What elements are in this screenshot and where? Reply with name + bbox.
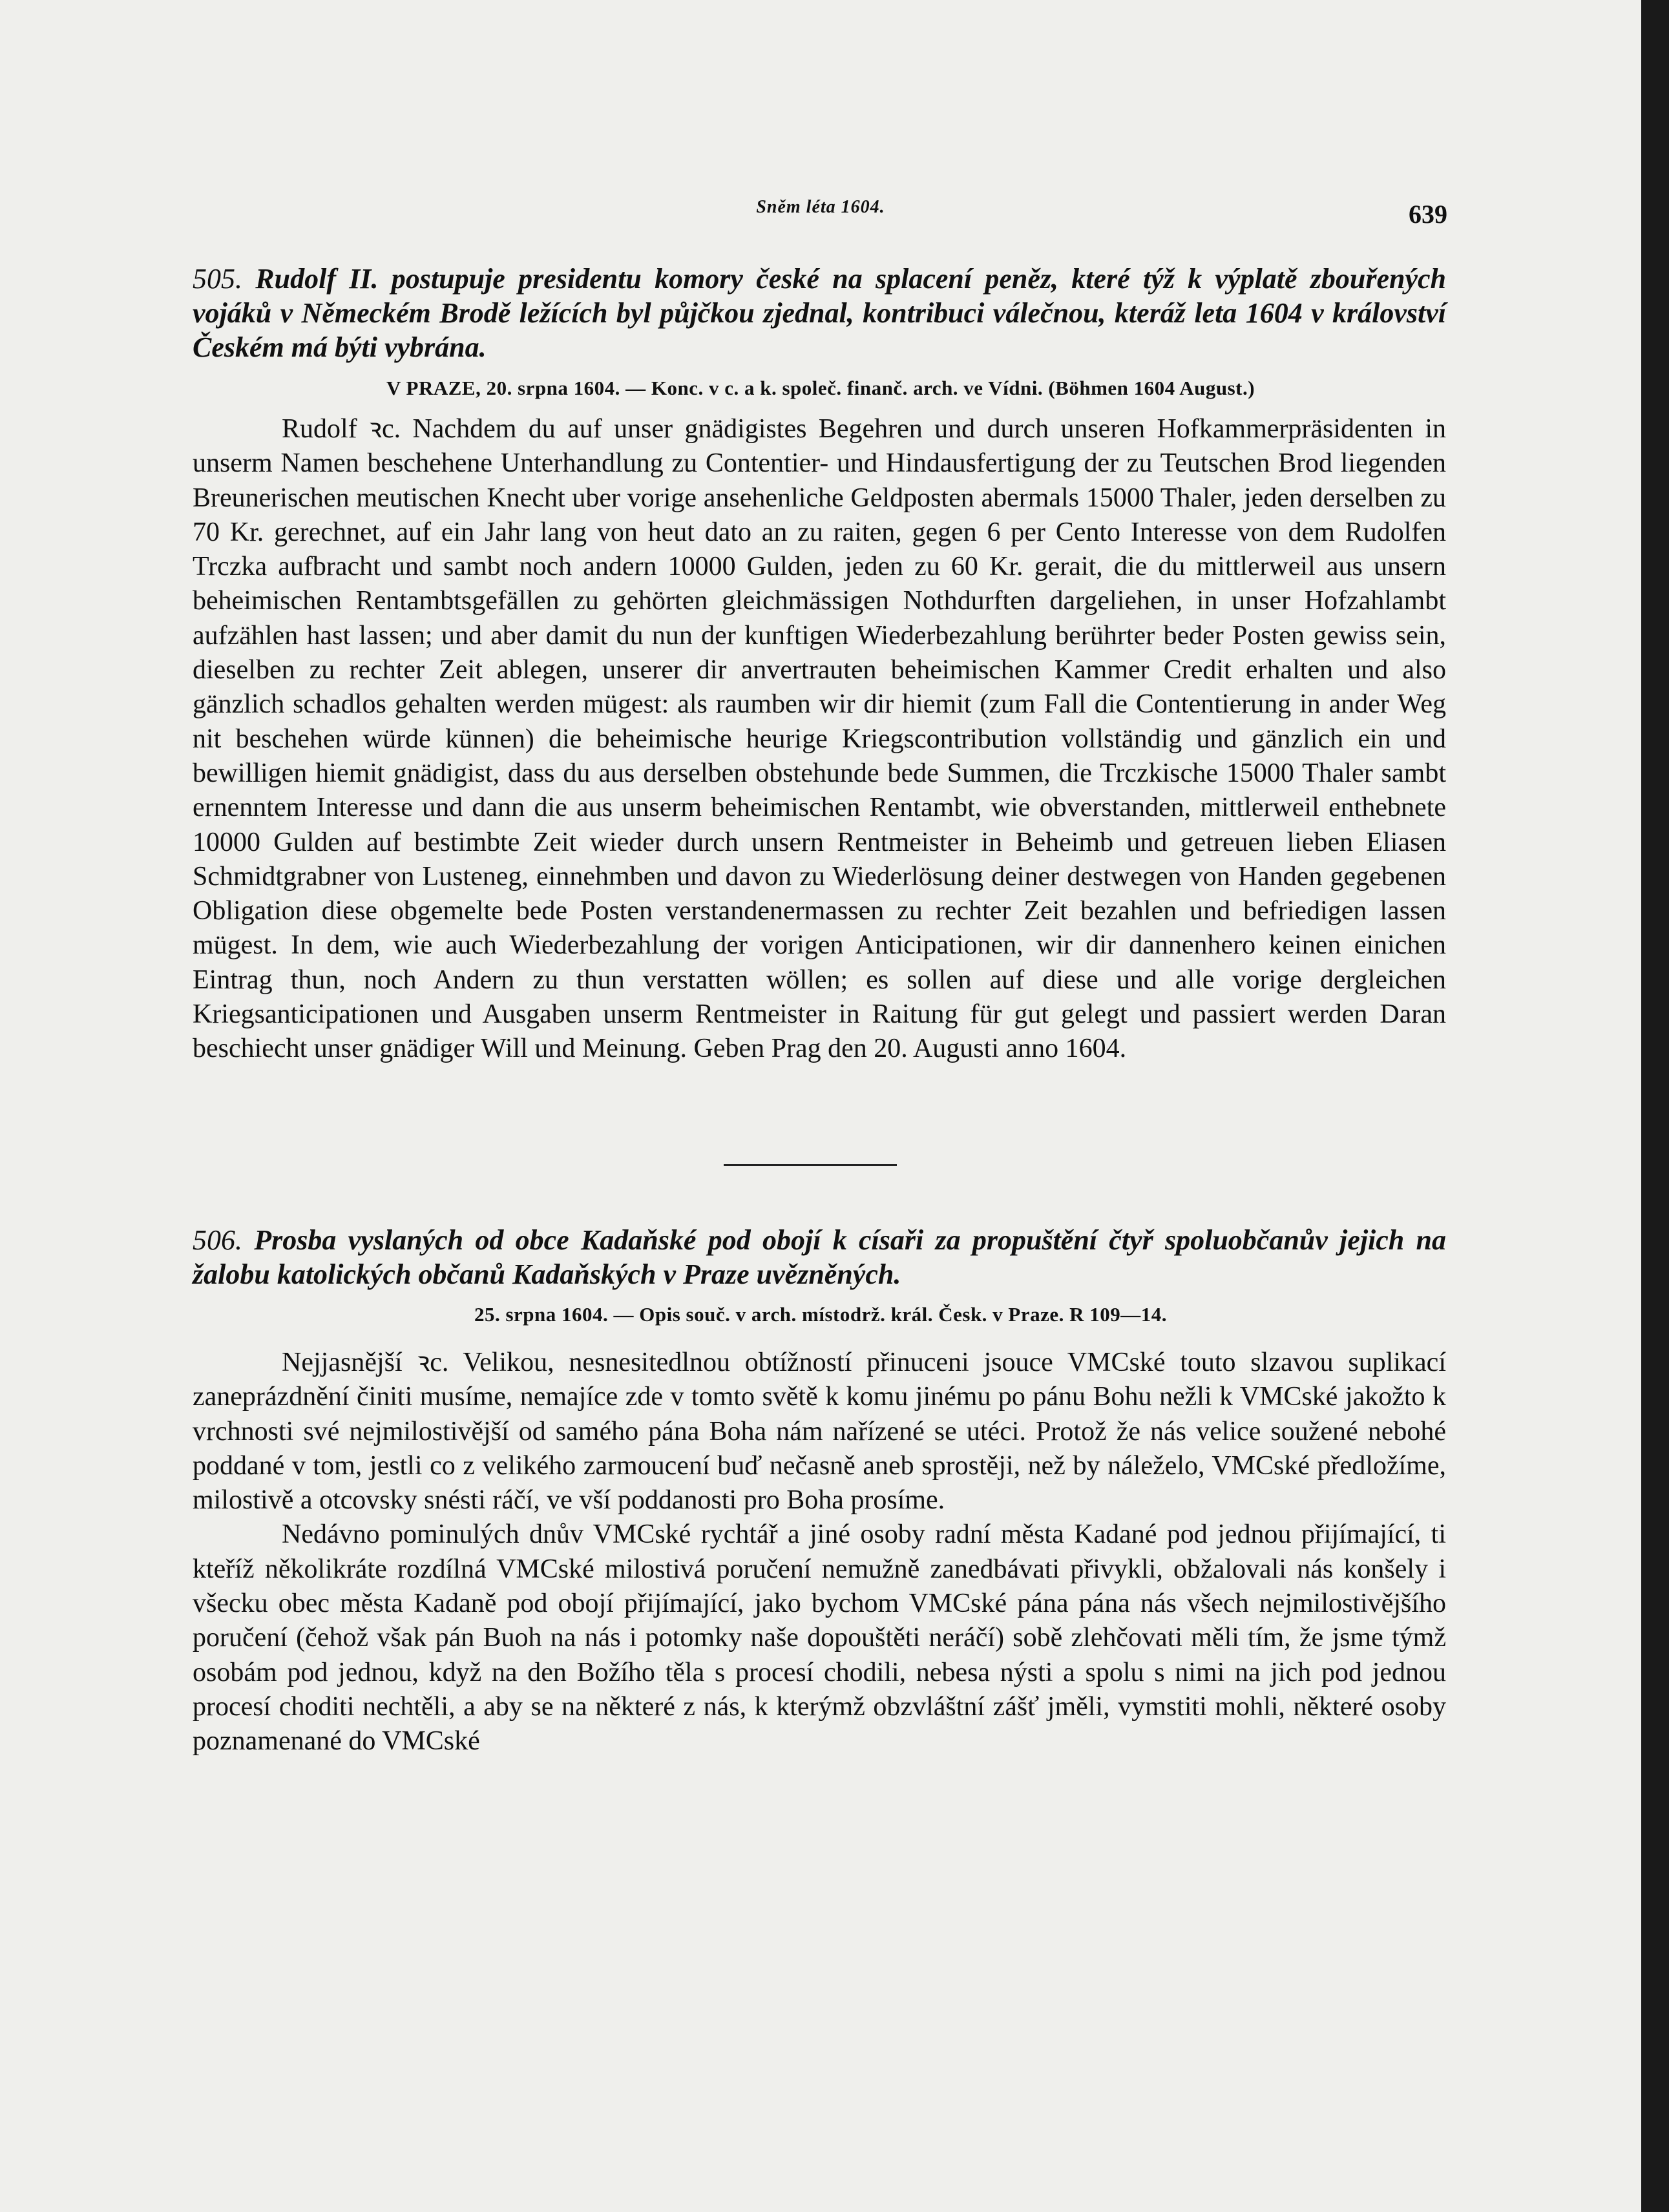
document-506-heading [193, 1223, 1446, 1291]
section-separator [724, 1164, 897, 1166]
document-506-number: 506. [193, 1224, 242, 1256]
document-506-body [193, 1346, 1446, 1759]
document-505-source: V PRAZE, 20. srpna 1604. — Konc. v c. a k. společ. finanč. arch. ve Vídni. (Böhmen 1604 August.) [386, 377, 1255, 399]
running-head: Sněm léta 1604. [756, 197, 885, 217]
document-506-source: 25. srpna 1604. — Opis souč. v arch. místodrž. král. Česk. v Praze. R 109—14. [474, 1303, 1168, 1326]
document-505-heading [193, 262, 1446, 364]
document-505-number: 505. [193, 263, 242, 295]
page-number: 639 [1409, 200, 1447, 229]
paragraph: Nejjasnější ꝛc. Velikou, nesnesitedlnou obtížností přinuceni jsouce VMCské touto slzavou suplikací zaneprázdnění činiti musíme, nemajíce zde v tomto světě k komu jinému po pánu Bohu nežli k VMCské jakožto k vrchnosti své nejmilostivější od samého pána Boha nám nařízené se utéci. Protož že nás velice soužené nebohé poddané v tom, jestli co z velikého zarmoucení buď nečasně aneb sprostěji, než by náleželo, VMCské předložíme, milostivě a otcovsky snésti ráčí, ve vší poddanosti pro Boha prosíme. [193, 1348, 1446, 1516]
document-505-title: Rudolf II. postupuje presidentu komory české na splacení peněz, které týž k výplatě zbouřených vojáků v Německém Brodě ležících byl půjčkou zjednal, kontribuci válečnou, kteráž leta 1604 v království Českém má býti vybrána. [193, 263, 1446, 363]
document-506-title: Prosba vyslaných od obce Kadaňské pod obojí k císaři za propuštění čtyř spoluobčanův jejich na žalobu katolických občanů Kadaňských v Praze uvězněných. [193, 1224, 1447, 1290]
document-505-body [193, 412, 1446, 1067]
paragraph: Nedávno pominulých dnův VMCské rychtář a jiné osoby radní města Kadané pod jednou přijímající, ti kteříž několikráte rozdílná VMCské milostivá poručení nemužně zanedbávati přivykli, obžalovali nás konšely i všecku obec města Kadaně pod obojí přijímající, jako bychom VMCské pána pána nás všech nejmilostivějšího poručení (čehož však pán Buoh na nás i potomky naše dopouštěti neráčí) sobě zlehčovati měli tím, že jsme týmž osobám pod jednou, když na den Božího těla s procesí chodili, nebesa nýsti a spolu s nimi na jich pod jednou procesí choditi nechtěli, a aby se na některé z nás, k kterýmž obzvláštní zášť jměli, vymstiti mohli, některé osoby poznamenané do VMCské [193, 1519, 1446, 1757]
paragraph: Rudolf ꝛc. Nachdem du auf unser gnädigistes Begehren und durch unseren Hofkammerpräsidenten in unserm Namen beschehene Unterhandlung zu Contentier- und Hindausfertigung der zu Teutschen Brod liegenden Breunerischen meutischen Knecht uber vorige ansehenliche Geldposten abermals 15000 Thaler, jeden derselben zu 70 Kr. gerechnet, auf ein Jahr lang von heut dato an zu raiten, gegen 6 per Cento Interesse von dem Rudolfen Trczka aufbracht und sambt noch andern 10000 Gulden, jeden zu 60 Kr. gerait, die du mittlerweil aus unsern beheimischen Rentambtsgefällen zu gehörten gleichmässigen Nothdurften dargeliehen, in unser Hofzahlambt aufzählen hast lassen; und aber damit du nun der kunftigen Wiederbezahlung berührter beder Posten gewiss sein, dieselben zu rechter Zeit ablegen, unserer dir anvertrauten beheimischen Kammer Credit erhalten und also gänzlich schadlos gehalten werden mügest: als raumben wir dir hiemit (zum Fall die Contentierung in ander Weg nit beschehen würde künnen) die beheimische heurige Kriegscontribution vollständig und gänzlich ein und bewilligen hiemit gnädigist, dass du aus derselben obstehunde bede Summen, die Trczkische 15000 Thaler sambt ernenntem Interesse und dann die aus unserm beheimischen Rentambt, wie obverstanden, mittlerweil enthebnete 10000 Gulden auf bestimbte Zeit wieder durch unsern Rentmeister in Beheimb und getreuen lieben Eliasen Schmidtgrabner von Lusteneg, einnehmben und davon zu Wiederlösung deiner destwegen von Handen gegebenen Obligation diese obgemelte bede Posten verstandenermassen zu rechter Zeit bezahlen und befriedigen lassen mügest. In dem, wie auch Wiederbezahlung der vorigen Anticipationen, wir dir dannenhero keinen einichen Eintrag thun, noch Andern zu thun verstatten wöllen; es sollen auf diese und alle vorige dergleichen Kriegsanticipationen und Ausgaben unserm Rentmeister in Raitung für gut gelegt und passiert werden Daran beschiecht unser gnädiger Will und Meinung. Geben Prag den 20. Augusti anno 1604. [193, 414, 1446, 1064]
scan-border [1641, 0, 1669, 2212]
